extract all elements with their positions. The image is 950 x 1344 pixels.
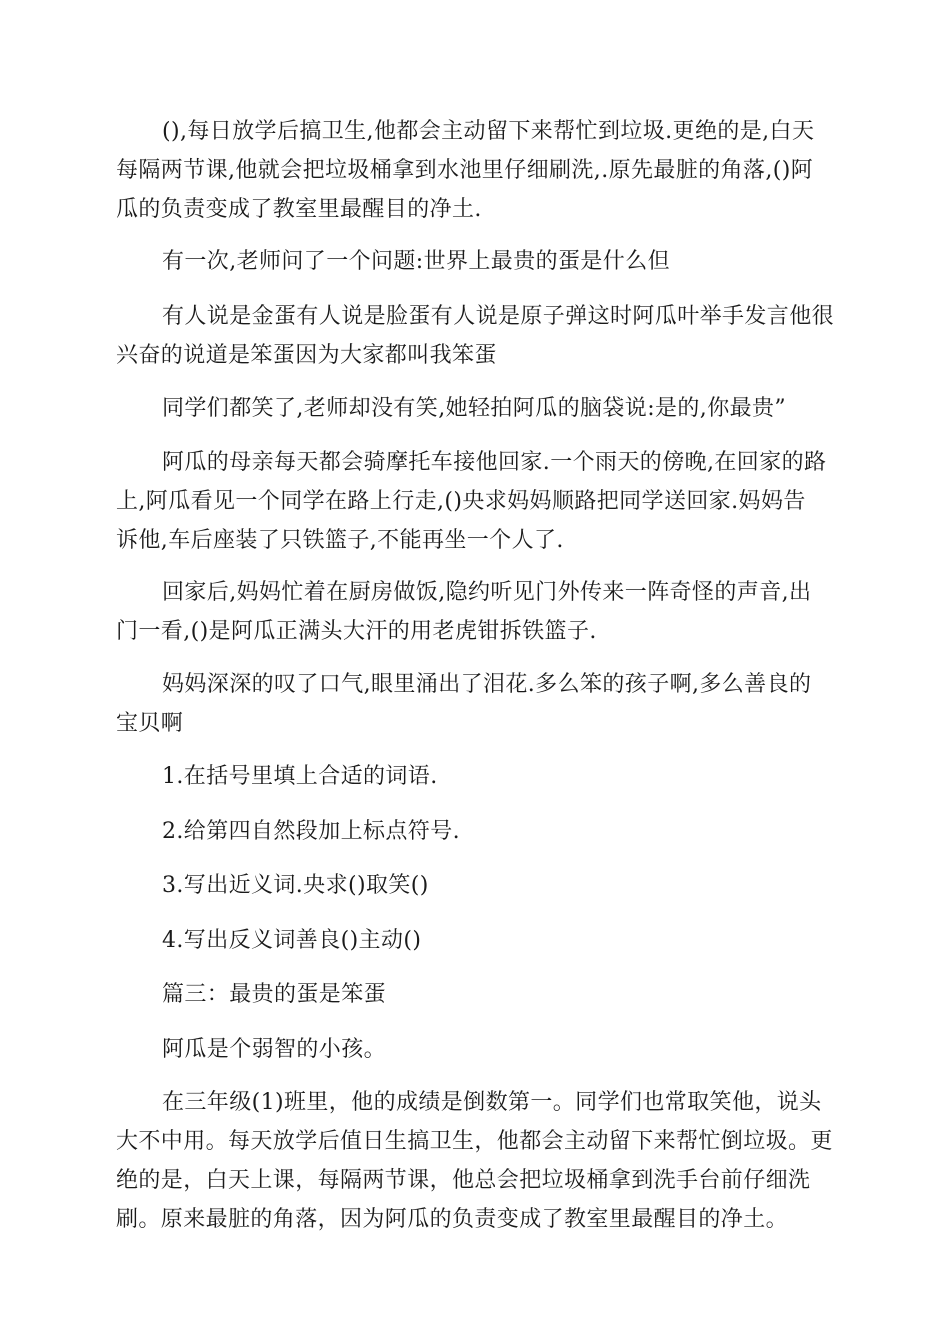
- text-line: 大不中用。每天放学后值日生搞卫生，他都会主动留下来帮忙倒垃圾。更: [116, 1129, 833, 1154]
- text-line: 3.写出近义词.央求()取笑(): [162, 873, 429, 898]
- text-line: 有一次,老师问了一个问题:世界上最贵的蛋是什么但: [162, 249, 671, 274]
- question-item: [116, 866, 836, 905]
- text-line: 瓜的负责变成了教室里最醒目的净土.: [116, 197, 482, 222]
- text-line: 上,阿瓜看见一个同学在路上行走,()央求妈妈顺路把同学送回家.妈妈告: [116, 489, 806, 514]
- paragraph: [116, 242, 836, 281]
- text-line: 门一看,()是阿瓜正满头大汗的用老虎钳拆铁篮子.: [116, 619, 597, 644]
- text-line: 篇三：最贵的蛋是笨蛋: [162, 982, 387, 1007]
- text-line: 4.写出反义词善良()主动(): [162, 928, 422, 953]
- text-line: 诉他,车后座装了只铁篮子,不能再坐一个人了.: [116, 528, 564, 553]
- question-item: [116, 757, 836, 796]
- text-line: 2.给第四自然段加上标点符号.: [162, 819, 460, 844]
- paragraph: [116, 297, 836, 375]
- text-line: 在三年级(1)班里，他的成绩是倒数第一。同学们也常取笑他，说头: [162, 1090, 822, 1115]
- text-line: 同学们都笑了,老师却没有笑,她轻拍阿瓜的脑袋说:是的,你最贵”: [162, 396, 787, 421]
- paragraph: [116, 1030, 836, 1069]
- text-line: 绝的是，白天上课，每隔两节课，他总会把垃圾桶拿到洗手台前仔细洗: [116, 1168, 811, 1193]
- text-line: 回家后,妈妈忙着在厨房做饭,隐约听见门外传来一阵奇怪的声音,出: [162, 580, 812, 605]
- paragraph: [116, 112, 836, 229]
- paragraph: [116, 443, 836, 560]
- text-line: 1.在括号里填上合适的词语.: [162, 764, 438, 789]
- text-line: (),每日放学后搞卫生,他都会主动留下来帮忙到垃圾.更绝的是,白天: [162, 119, 815, 144]
- question-item: [116, 812, 836, 851]
- text-line: 宝贝啊: [116, 711, 184, 736]
- text-line: 有人说是金蛋有人说是脸蛋有人说是原子弹这时阿瓜叶举手发言他很: [162, 304, 835, 329]
- paragraph: [116, 389, 836, 428]
- text-line: 刷。原来最脏的角落，因为阿瓜的负责变成了教室里最醒目的净土。: [116, 1207, 789, 1232]
- section-heading: [116, 975, 836, 1014]
- paragraph: [116, 1083, 836, 1239]
- question-item: [116, 921, 836, 960]
- text-line: 阿瓜的母亲每天都会骑摩托车接他回家.一个雨天的傍晚,在回家的路: [162, 450, 827, 475]
- text-line: 阿瓜是个弱智的小孩。: [162, 1037, 387, 1062]
- text-line: 兴奋的说道是笨蛋因为大家都叫我笨蛋: [116, 343, 497, 368]
- text-line: 妈妈深深的叹了口气,眼里涌出了泪花.多么笨的孩子啊,多么善良的: [162, 672, 812, 697]
- paragraph: [116, 665, 836, 743]
- text-line: 每隔两节课,他就会把垃圾桶拿到水池里仔细刷洗,.原先最脏的角落,()阿: [116, 158, 814, 183]
- paragraph: [116, 573, 836, 651]
